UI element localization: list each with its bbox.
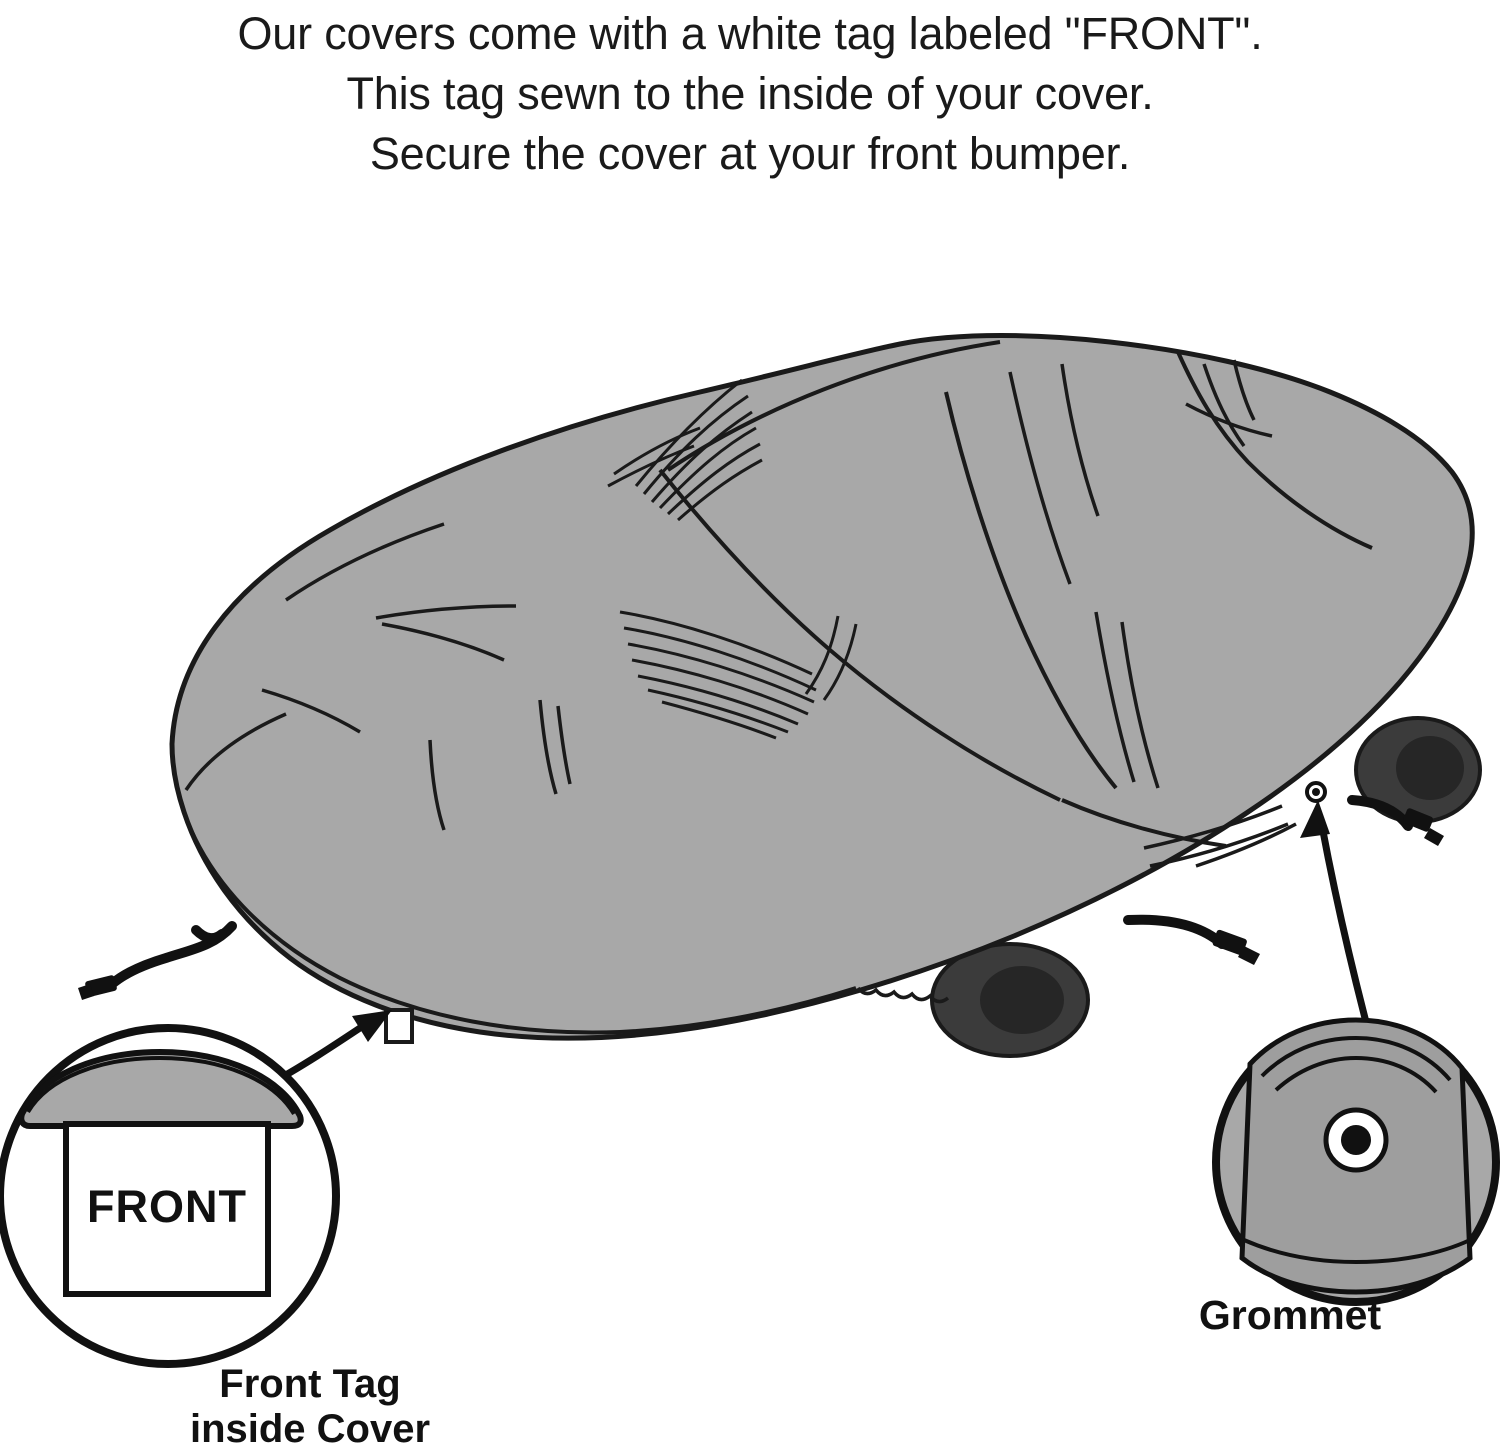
front-tag-label-line-2: inside Cover	[189, 1406, 431, 1451]
front-tag-on-cover	[386, 1010, 412, 1042]
front-strap-hook	[78, 926, 232, 1000]
front-tag-text: FRONT	[87, 1181, 247, 1232]
grommet-on-cover	[1307, 783, 1325, 801]
instruction-line-1: Our covers come with a white tag labeled "FRONT".	[237, 8, 1263, 59]
front-tag-label-line-1: Front Tag	[219, 1362, 401, 1406]
grommet-label-text: Grommet	[1198, 1292, 1382, 1338]
front-tag-label	[0, 1362, 620, 1452]
grommet-callout	[1216, 1020, 1496, 1302]
grommet-label	[1080, 1292, 1500, 1339]
front-tag-callout	[0, 1028, 336, 1364]
instruction-line-3: Secure the cover at your front bumper.	[369, 127, 1131, 179]
instruction-line-2: This tag sewn to the inside of your cover.	[346, 67, 1154, 119]
mid-strap-hook	[1128, 920, 1260, 965]
arrow-icon-to-grommet	[1300, 800, 1366, 1022]
car-cover-body	[172, 336, 1472, 1039]
